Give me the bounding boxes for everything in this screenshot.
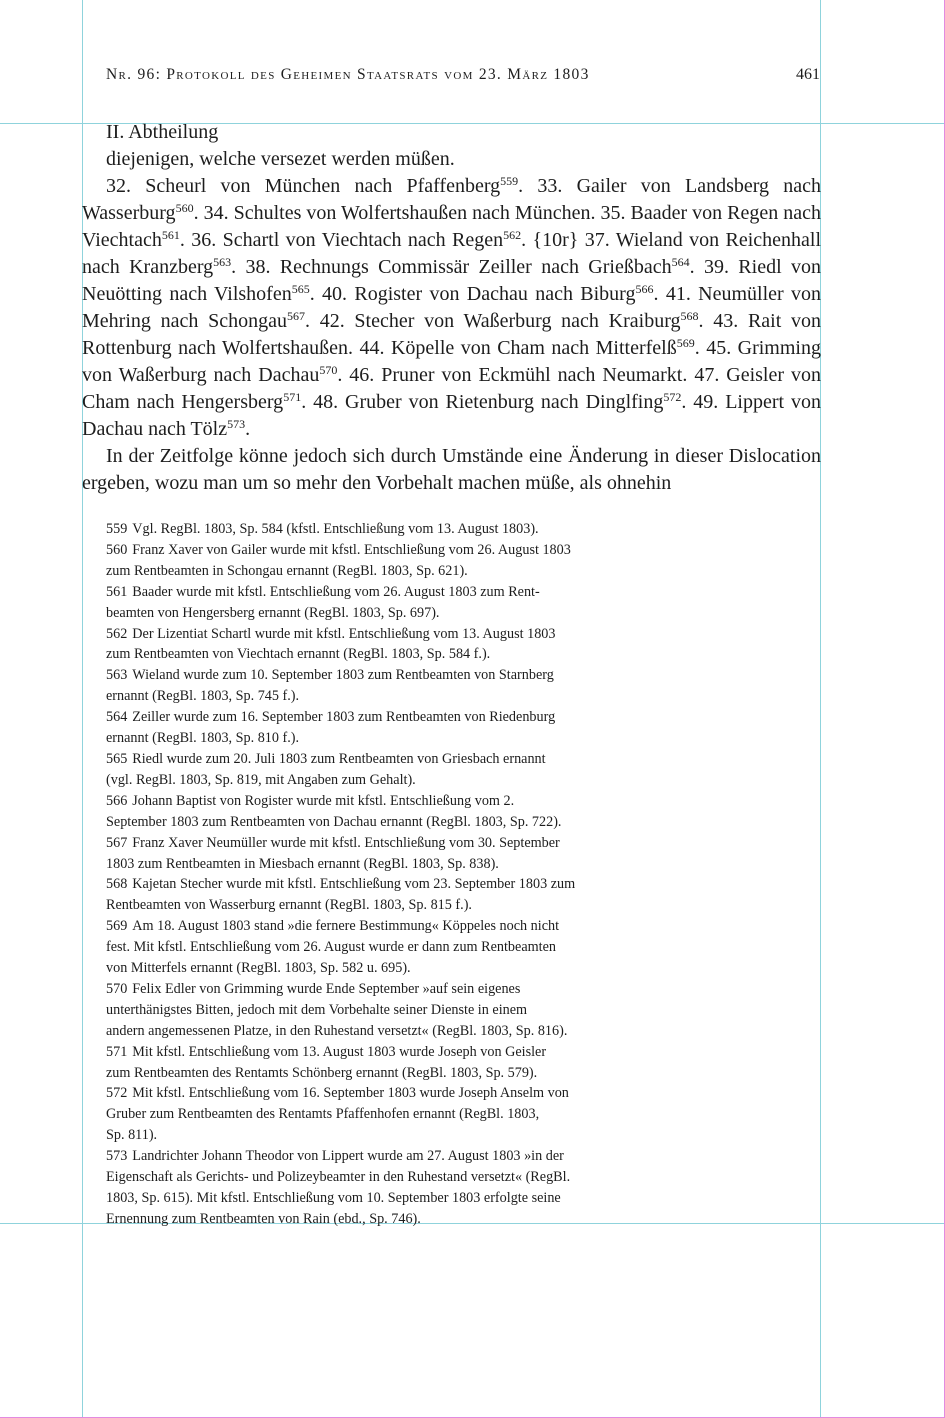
footnote-line: [106, 749, 666, 770]
footnote-line: [106, 791, 666, 812]
footnote-line: [106, 1042, 666, 1063]
footnote-number: 564: [106, 709, 128, 726]
footnote-line: [106, 1000, 666, 1021]
list-entry-text: . 38. Rechnungs Commissär Zeiller nach Grießbach: [231, 256, 672, 278]
footnote-line: [106, 937, 666, 958]
footnote-text: (vgl. RegBl. 1803, Sp. 819, mit Angaben zum Gehalt).: [106, 771, 416, 788]
list-entry-text: . 39. Riedl von Neuötting nach Vilshofen: [82, 256, 821, 305]
footnote-marker[interactable]: 572: [663, 390, 682, 404]
footnote-line: [106, 1021, 666, 1042]
footnote-marker[interactable]: 571: [283, 390, 302, 404]
footnote-text: Kajetan Stecher wurde mit kfstl. Entschließung vom 23. September 1803 zum: [132, 876, 576, 893]
footnote-text: Rentbeamten von Wasserburg ernannt (RegBl. 1803, Sp. 815 f.).: [106, 897, 472, 914]
footnote-number: 565: [106, 750, 128, 767]
footnote-line: [106, 833, 666, 854]
footnote-number: 563: [106, 667, 128, 684]
page-number: 461: [796, 66, 820, 83]
footnote-line: [106, 874, 666, 895]
footnote-line: [106, 624, 666, 645]
footnotes: [106, 519, 666, 1230]
footnote-text: unterthänigstes Bitten, jedoch mit dem Vorbehalte seiner Dienste in einem: [106, 1001, 528, 1018]
footnote-marker[interactable]: 561: [161, 228, 180, 242]
footnote-line: [106, 958, 666, 979]
footnote-line: [106, 561, 666, 582]
footnote-text: zum Rentbeamten in Schongau ernannt (RegBl. 1803, Sp. 621).: [106, 562, 468, 579]
closing-paragraph: In der Zeitfolge könne jedoch sich durch Umstände eine Änderung in dieser Dislocation ergeben, wozu man um so mehr den Vorbehalt machen müße, als ohnehin: [82, 445, 821, 494]
footnote-number: 571: [106, 1043, 128, 1060]
footnote-text: Franz Xaver von Gailer wurde mit kfstl. Entschließung vom 26. August 1803: [132, 541, 571, 558]
footnote-text: Riedl wurde zum 20. Juli 1803 zum Rentbeamten von Griesbach ernannt: [132, 750, 546, 767]
footnote-line: [106, 770, 666, 791]
footnote-number: 560: [106, 541, 128, 558]
footnote-text: zum Rentbeamten von Viechtach ernannt (RegBl. 1803, Sp. 584 f.).: [106, 646, 491, 663]
list-end: .: [245, 418, 251, 440]
footnote-line: [106, 665, 666, 686]
footnote-number: 561: [106, 583, 128, 600]
footnote-text: ernannt (RegBl. 1803, Sp. 810 f.).: [106, 730, 300, 747]
footnote-line: [106, 1188, 666, 1209]
footnote-text: September 1803 zum Rentbeamten von Dachau ernannt (RegBl. 1803, Sp. 722).: [106, 813, 562, 830]
footnote-number: 570: [106, 980, 128, 997]
footnote-marker[interactable]: 559: [500, 174, 519, 188]
footnote-marker[interactable]: 566: [635, 282, 654, 296]
footnote-line: [106, 519, 666, 540]
footnote-marker[interactable]: 569: [676, 336, 695, 350]
list-entry-text: . 46. Pruner von Eckmühl nach Neumarkt. 47. Geisler von Cham nach Hengersberg: [82, 364, 821, 413]
footnote-marker[interactable]: 562: [503, 228, 522, 242]
footnote-line: [106, 603, 666, 624]
footnote-line: [106, 1063, 666, 1084]
footnote-marker[interactable]: 560: [175, 201, 194, 215]
section-subheading: diejenigen, welche versezet werden müßen.: [106, 148, 455, 170]
main-text: [82, 119, 821, 497]
footnote-line: [106, 1104, 666, 1125]
footnote-marker[interactable]: 567: [286, 309, 305, 323]
footnote-text: Gruber zum Rentbeamten des Rentamts Pfaffenhofen ernannt (RegBl. 1803,: [106, 1106, 540, 1123]
footnote-line: [106, 644, 666, 665]
footnote-text: andern angemessenen Platze, in den Ruhestand versetzt« (RegBl. 1803, Sp. 816).: [106, 1022, 568, 1039]
footnote-marker[interactable]: 568: [680, 309, 699, 323]
footnote-text: Baader wurde mit kfstl. Entschließung vom 26. August 1803 zum Rent-: [132, 583, 540, 600]
footnote-text: 1803 zum Rentbeamten in Miesbach ernannt (RegBl. 1803, Sp. 838).: [106, 855, 499, 872]
footnote-text: Mit kfstl. Entschließung vom 16. September 1803 wurde Joseph Anselm von: [132, 1085, 569, 1102]
footnote-text: Wieland wurde zum 10. September 1803 zum Rentbeamten von Starnberg: [132, 667, 554, 684]
footnote-number: 562: [106, 625, 128, 642]
footnote-marker[interactable]: 564: [671, 255, 690, 269]
footnote-line: [106, 895, 666, 916]
footnote-line: [106, 1146, 666, 1167]
list-entry-text: . {10r} 37. Wieland von Reichenhall nach Kranzberg: [82, 229, 822, 278]
footnote-line: [106, 1083, 666, 1104]
list-entry-text: 32. Scheurl von München nach Pfaffenberg: [106, 175, 501, 197]
footnote-marker[interactable]: 570: [319, 363, 338, 377]
footnote-line: [106, 686, 666, 707]
list-entry-text: . 48. Gruber von Rietenburg nach Dinglfing: [301, 391, 664, 413]
list-entry-text: . 40. Rogister von Dachau nach Biburg: [309, 283, 636, 305]
footnote-marker[interactable]: 563: [213, 255, 232, 269]
footnote-marker[interactable]: 565: [291, 282, 310, 296]
list-entry-text: . 36. Schartl von Viechtach nach Regen: [179, 229, 504, 251]
footnote-text: Landrichter Johann Theodor von Lippert wurde am 27. August 1803 »in der: [132, 1148, 564, 1165]
footnote-number: 566: [106, 792, 128, 809]
footnote-line: [106, 707, 666, 728]
footnote-line: [106, 812, 666, 833]
footnote-line: [106, 916, 666, 937]
footnote-marker[interactable]: 573: [227, 417, 246, 431]
footnote-text: Sp. 811).: [106, 1127, 158, 1144]
footnote-line: [106, 979, 666, 1000]
footnote-number: 568: [106, 876, 128, 893]
list-entry-text: . 34. Schultes von Wolfertshaußen nach München. 35. Baader von Regen nach Viechtach: [82, 202, 821, 251]
footnote-text: Zeiller wurde zum 16. September 1803 zum Rentbeamten von Riedenburg: [132, 709, 556, 726]
footnote-number: 573: [106, 1148, 128, 1165]
footnote-line: [106, 1167, 666, 1188]
footnote-text: Johann Baptist von Rogister wurde mit kfstl. Entschließung vom 2.: [132, 792, 515, 809]
footnote-number: 572: [106, 1085, 128, 1102]
footnote-text: beamten von Hengersberg ernannt (RegBl. 1803, Sp. 697).: [106, 604, 440, 621]
footnote-text: Franz Xaver Neumüller wurde mit kfstl. Entschließung vom 30. September: [132, 834, 560, 851]
footnote-line: [106, 854, 666, 875]
list-entry-text: . 33. Gailer von Landsberg nach Wasserburg: [82, 175, 821, 224]
footnote-text: Mit kfstl. Entschließung vom 13. August 1803 wurde Joseph von Geisler: [132, 1043, 547, 1060]
footnote-text: Felix Edler von Grimming wurde Ende September »auf sein eigenes: [132, 980, 521, 997]
list-entry-text: . 43. Rait von Rottenburg nach Wolfertshaußen. 44. Köpelle von Cham nach Mitterfelß: [82, 310, 821, 359]
footnote-text: zum Rentbeamten des Rentamts Schönberg ernannt (RegBl. 1803, Sp. 579).: [106, 1064, 538, 1081]
footnote-number: 567: [106, 834, 128, 851]
footnote-line: [106, 728, 666, 749]
footnote-text: Der Lizentiat Schartl wurde mit kfstl. Entschließung vom 13. August 1803: [132, 625, 556, 642]
footnote-text: fest. Mit kfstl. Entschließung vom 26. August wurde er dann zum Rentbeamten: [106, 939, 556, 956]
footnote-text: Am 18. August 1803 stand »die fernere Bestimmung« Köppeles noch nicht: [132, 918, 560, 935]
list-entry-text: . 45. Grimming von Waßerburg nach Dachau: [82, 337, 821, 386]
footnote-text: 1803, Sp. 615). Mit kfstl. Entschließung vom 10. September 1803 erfolgte seine: [106, 1190, 561, 1206]
running-head: Nr. 96: Protokoll des Geheimen Staatsrats vom 23. März 1803: [106, 66, 590, 83]
relocation-list: [82, 173, 821, 443]
list-entry-text: . 42. Stecher von Waßerburg nach Kraiburg: [304, 310, 681, 332]
footnote-text: Vgl. RegBl. 1803, Sp. 584 (kfstl. Entschließung vom 13. August 1803).: [132, 521, 539, 537]
section-heading: II. Abtheilung: [106, 121, 219, 143]
list-entry-text: . 41. Neumüller von Mehring nach Schongau: [82, 283, 821, 332]
list-entry-text: . 49. Lippert von Dachau nach Tölz: [82, 391, 821, 440]
footnote-line: [106, 1125, 666, 1146]
footnote-text: ernannt (RegBl. 1803, Sp. 745 f.).: [106, 688, 300, 705]
footnote-number: 559: [106, 521, 128, 537]
footnote-line: [106, 582, 666, 603]
footnote-text: Eigenschaft als Gerichts- und Polizeybeamter in den Ruhestand versetzt« (RegBl.: [106, 1169, 571, 1186]
footnote-text: von Mitterfels ernannt (RegBl. 1803, Sp. 582 u. 695).: [106, 960, 411, 977]
footnote-line: [106, 540, 666, 561]
footnote-number: 569: [106, 918, 128, 935]
footnote-text: Ernennung zum Rentbeamten von Rain (ebd., Sp. 746).: [106, 1210, 421, 1227]
footnote-line: [106, 1209, 666, 1230]
